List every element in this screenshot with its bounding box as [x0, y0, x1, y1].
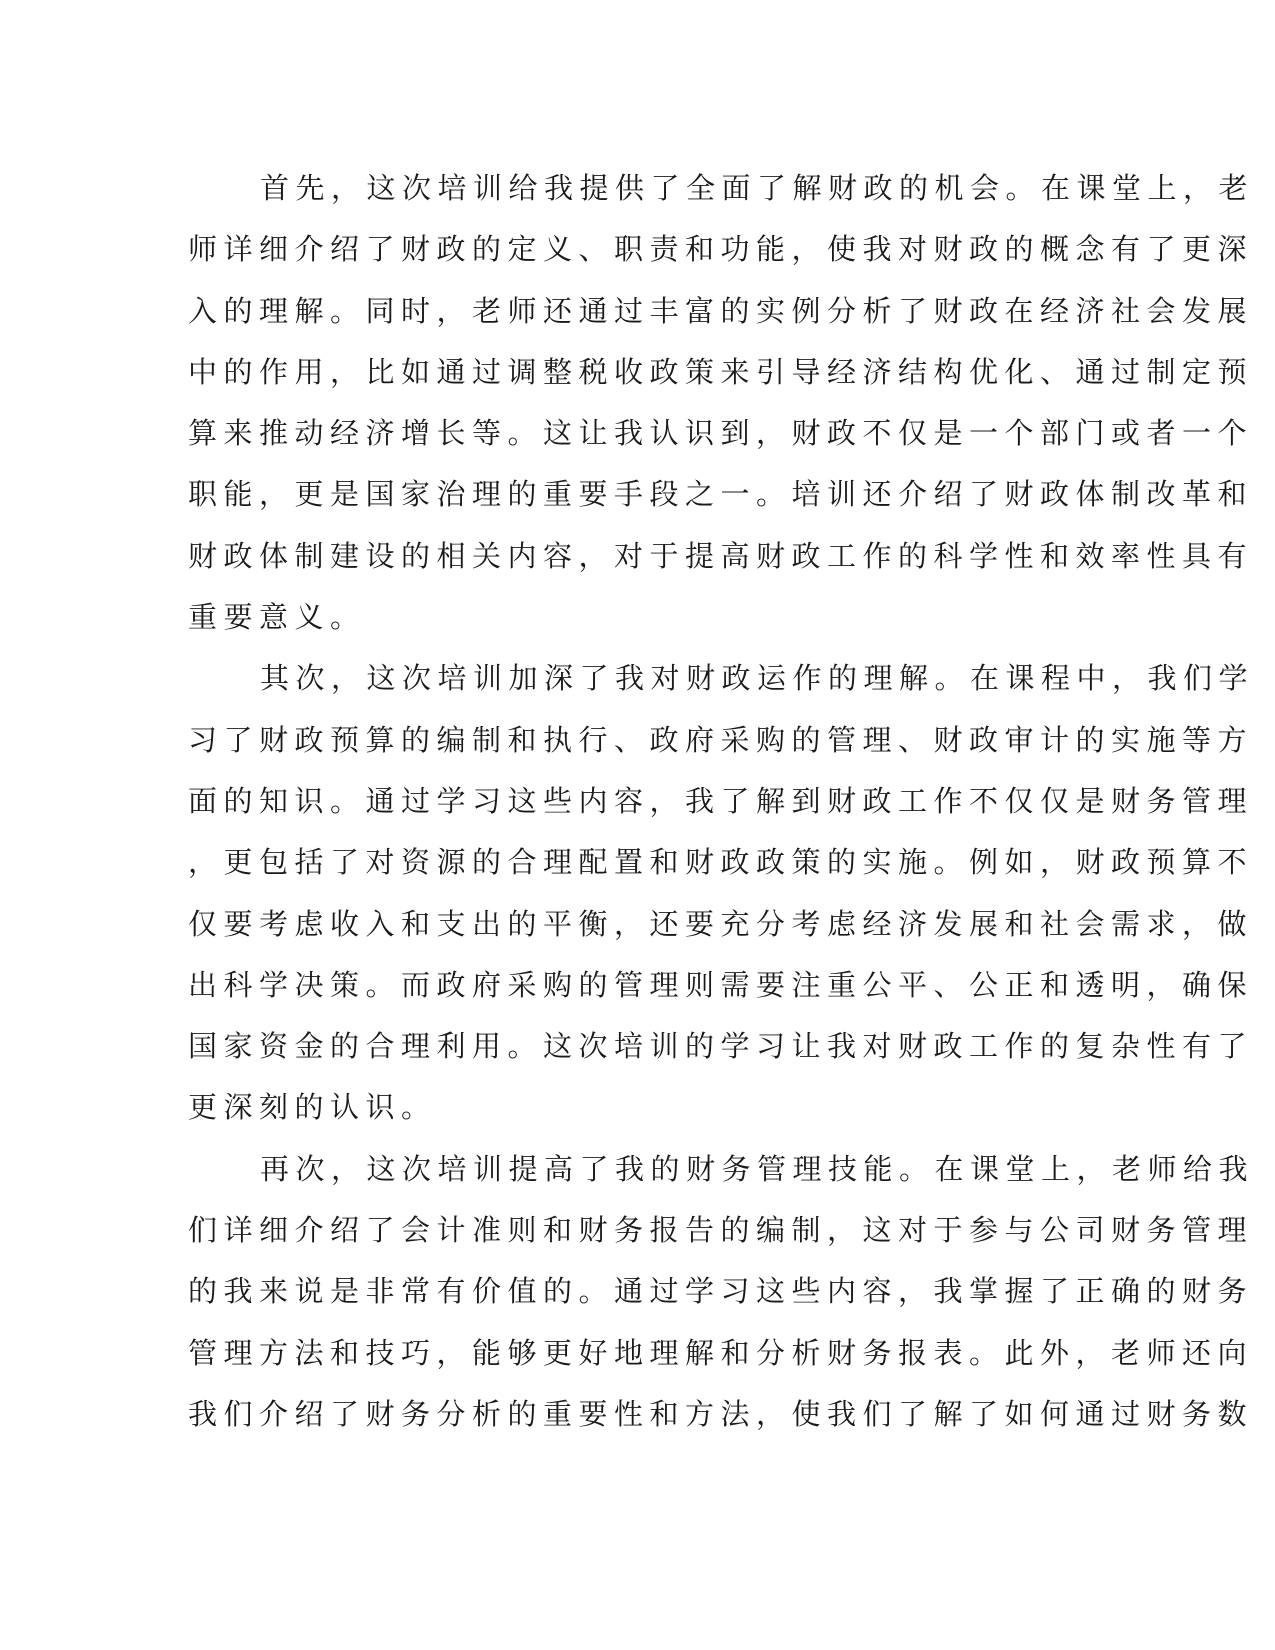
text-line: ，更包括了对资源的合理配置和财政政策的实施。例如，财政预算不	[188, 845, 1254, 880]
text-line: 我们介绍了财务分析的重要性和方法，使我们了解了如何通过财务数	[188, 1396, 1254, 1431]
text-line: 师详细介绍了财政的定义、职责和功能，使我对财政的概念有了更深	[188, 232, 1254, 267]
text-line: 面的知识。通过学习这些内容，我了解到财政工作不仅仅是财务管理	[188, 783, 1254, 818]
text-line: 首先，这次培训给我提供了全面了解财政的机会。在课堂上，老	[260, 171, 1255, 205]
text-line: 再次，这次培训提高了我的财务管理技能。在课堂上，老师给我	[260, 1151, 1255, 1186]
text-line: 其次，这次培训加深了我对财政运作的理解。在课程中，我们学	[260, 661, 1255, 696]
paragraph-2	[188, 648, 1255, 1138]
text-line: 们详细介绍了会计准则和财务报告的编制，这对于参与公司财务管理	[188, 1213, 1254, 1248]
text-line: 算来推动经济增长等。这让我认识到，财政不仅是一个部门或者一个	[188, 416, 1254, 451]
text-line: 中的作用，比如通过调整税收政策来引导经济结构优化、通过制定预	[188, 354, 1254, 389]
text-line: 入的理解。同时，老师还通过丰富的实例分析了财政在经济社会发展	[188, 293, 1254, 328]
text-line: 仅要考虑收入和支出的平衡，还要充分考虑经济发展和社会需求，做	[188, 906, 1254, 941]
text-line: 管理方法和技巧，能够更好地理解和分析财务报表。此外，老师还向	[188, 1335, 1254, 1370]
paragraph-1	[188, 158, 1255, 648]
text-line: 国家资金的合理利用。这次培训的学习让我对财政工作的复杂性有了	[188, 1029, 1254, 1064]
text-line: 出科学决策。而政府采购的管理则需要注重公平、公正和透明，确保	[188, 967, 1254, 1002]
text-line: 习了财政预算的编制和执行、政府采购的管理、财政审计的实施等方	[188, 722, 1254, 757]
text-line: 重要意义。	[188, 600, 366, 635]
document-body	[188, 158, 1255, 1445]
text-line: 的我来说是非常有价值的。通过学习这些内容，我掌握了正确的财务	[188, 1274, 1254, 1309]
text-line: 更深刻的认识。	[188, 1090, 437, 1125]
text-line: 职能，更是国家治理的重要手段之一。培训还介绍了财政体制改革和	[188, 477, 1254, 512]
paragraph-3	[188, 1139, 1255, 1445]
text-line: 财政体制建设的相关内容，对于提高财政工作的科学性和效率性具有	[188, 538, 1254, 573]
